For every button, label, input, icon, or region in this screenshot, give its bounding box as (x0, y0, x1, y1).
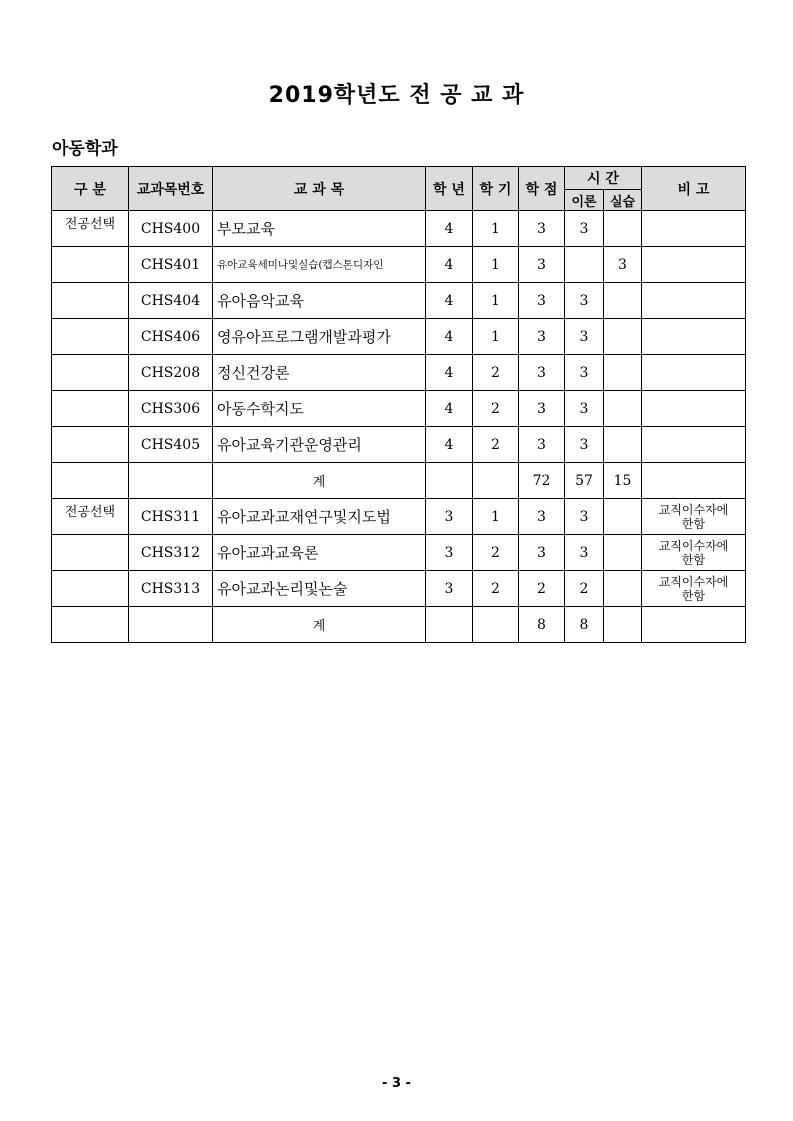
cell-practice (604, 571, 642, 607)
cell-course-name: 정신건강론 (213, 355, 426, 391)
cell-note (642, 463, 746, 499)
cell-semester (473, 463, 519, 499)
cell-course-code: CHS405 (129, 427, 213, 463)
cell-semester: 2 (473, 427, 519, 463)
cell-note: 교직이수자에 한함 (642, 571, 746, 607)
cell-category (52, 319, 129, 355)
cell-course-code: CHS404 (129, 283, 213, 319)
header-theory: 이론 (565, 190, 604, 211)
cell-credit: 72 (519, 463, 565, 499)
header-credit: 학 점 (519, 167, 565, 211)
cell-category (52, 247, 129, 283)
cell-year: 4 (426, 211, 473, 247)
table-header (52, 167, 746, 211)
cell-semester: 1 (473, 283, 519, 319)
cell-theory: 3 (565, 319, 604, 355)
cell-credit: 8 (519, 607, 565, 643)
cell-year: 3 (426, 571, 473, 607)
cell-category (52, 283, 129, 319)
cell-credit: 3 (519, 283, 565, 319)
table-row (52, 571, 746, 607)
cell-course-name: 계 (213, 607, 426, 643)
cell-theory: 3 (565, 499, 604, 535)
page-title: 2019학년도 전 공 교 과 (268, 83, 525, 108)
cell-credit: 3 (519, 427, 565, 463)
table-row (52, 427, 746, 463)
cell-course-code (129, 607, 213, 643)
cell-category (52, 391, 129, 427)
cell-year: 4 (426, 355, 473, 391)
table-row (52, 211, 746, 247)
cell-practice (604, 211, 642, 247)
cell-theory (565, 247, 604, 283)
cell-note (642, 427, 746, 463)
cell-category (52, 535, 129, 571)
cell-practice: 15 (604, 463, 642, 499)
department-title: 아동학과 (52, 139, 118, 159)
cell-practice (604, 319, 642, 355)
cell-year (426, 463, 473, 499)
cell-year: 4 (426, 247, 473, 283)
cell-year: 3 (426, 499, 473, 535)
cell-practice (604, 355, 642, 391)
table-row (52, 283, 746, 319)
cell-course-name: 영유아프로그램개발과평가 (213, 319, 426, 355)
table-row (52, 535, 746, 571)
cell-credit: 3 (519, 355, 565, 391)
cell-year: 4 (426, 391, 473, 427)
cell-note (642, 283, 746, 319)
cell-semester: 2 (473, 571, 519, 607)
cell-year (426, 607, 473, 643)
cell-year: 4 (426, 319, 473, 355)
cell-course-name: 부모교육 (213, 211, 426, 247)
cell-year: 3 (426, 535, 473, 571)
cell-course-name: 계 (213, 463, 426, 499)
cell-course-name: 유아교육기관운영관리 (213, 427, 426, 463)
cell-course-name: 유아교과교육론 (213, 535, 426, 571)
cell-year: 4 (426, 283, 473, 319)
cell-course-name: 유아음악교육 (213, 283, 426, 319)
cell-credit: 3 (519, 247, 565, 283)
header-note: 비 고 (642, 167, 746, 211)
cell-semester: 1 (473, 211, 519, 247)
cell-theory: 8 (565, 607, 604, 643)
cell-note (642, 607, 746, 643)
cell-semester: 1 (473, 319, 519, 355)
table-row (52, 499, 746, 535)
cell-semester: 1 (473, 247, 519, 283)
header-year: 학 년 (426, 167, 473, 211)
cell-semester: 2 (473, 355, 519, 391)
cell-note (642, 319, 746, 355)
cell-category (52, 607, 129, 643)
cell-practice (604, 607, 642, 643)
table-row (52, 607, 746, 643)
cell-theory: 2 (565, 571, 604, 607)
table-row (52, 391, 746, 427)
cell-theory: 57 (565, 463, 604, 499)
cell-credit: 3 (519, 319, 565, 355)
cell-category: 전공선택 (52, 211, 129, 247)
cell-course-code: CHS401 (129, 247, 213, 283)
header-hours: 시 간 (565, 167, 642, 190)
cell-category (52, 427, 129, 463)
cell-course-code (129, 463, 213, 499)
cell-theory: 3 (565, 283, 604, 319)
table-body (52, 211, 746, 643)
cell-course-code: CHS313 (129, 571, 213, 607)
cell-credit: 3 (519, 535, 565, 571)
header-course-code: 교과목번호 (129, 167, 213, 211)
cell-theory: 3 (565, 211, 604, 247)
cell-course-name: 유아교과교재연구및지도법 (213, 499, 426, 535)
cell-practice (604, 427, 642, 463)
cell-theory: 3 (565, 391, 604, 427)
cell-credit: 3 (519, 391, 565, 427)
cell-note: 교직이수자에 한함 (642, 499, 746, 535)
cell-course-code: CHS208 (129, 355, 213, 391)
cell-semester: 1 (473, 499, 519, 535)
cell-credit: 2 (519, 571, 565, 607)
cell-theory: 3 (565, 355, 604, 391)
header-category: 구 분 (52, 167, 129, 211)
cell-course-name: 유아교과논리및논술 (213, 571, 426, 607)
cell-semester: 2 (473, 535, 519, 571)
cell-practice (604, 283, 642, 319)
header-practice: 실습 (604, 190, 642, 211)
cell-course-code: CHS400 (129, 211, 213, 247)
table-row (52, 247, 746, 283)
cell-course-code: CHS311 (129, 499, 213, 535)
header-semester: 학 기 (473, 167, 519, 211)
cell-year: 4 (426, 427, 473, 463)
cell-note (642, 391, 746, 427)
table-row (52, 355, 746, 391)
cell-category (52, 571, 129, 607)
cell-category (52, 463, 129, 499)
page-number: - 3 - (382, 1076, 411, 1091)
cell-course-code: CHS406 (129, 319, 213, 355)
cell-category (52, 355, 129, 391)
cell-course-code: CHS312 (129, 535, 213, 571)
table-row (52, 463, 746, 499)
table-row (52, 319, 746, 355)
cell-note (642, 211, 746, 247)
cell-credit: 3 (519, 499, 565, 535)
curriculum-table (51, 166, 746, 643)
cell-theory: 3 (565, 427, 604, 463)
cell-note (642, 247, 746, 283)
cell-course-name: 아동수학지도 (213, 391, 426, 427)
cell-credit: 3 (519, 211, 565, 247)
cell-practice (604, 391, 642, 427)
cell-practice: 3 (604, 247, 642, 283)
cell-practice (604, 499, 642, 535)
cell-note: 교직이수자에 한함 (642, 535, 746, 571)
cell-theory: 3 (565, 535, 604, 571)
cell-course-name: 유아교육세미나및실습(캡스톤디자인 (213, 247, 426, 283)
cell-semester: 2 (473, 391, 519, 427)
cell-practice (604, 535, 642, 571)
cell-semester (473, 607, 519, 643)
cell-course-code: CHS306 (129, 391, 213, 427)
cell-category: 전공선택 (52, 499, 129, 535)
header-course-name: 교 과 목 (213, 167, 426, 211)
cell-note (642, 355, 746, 391)
